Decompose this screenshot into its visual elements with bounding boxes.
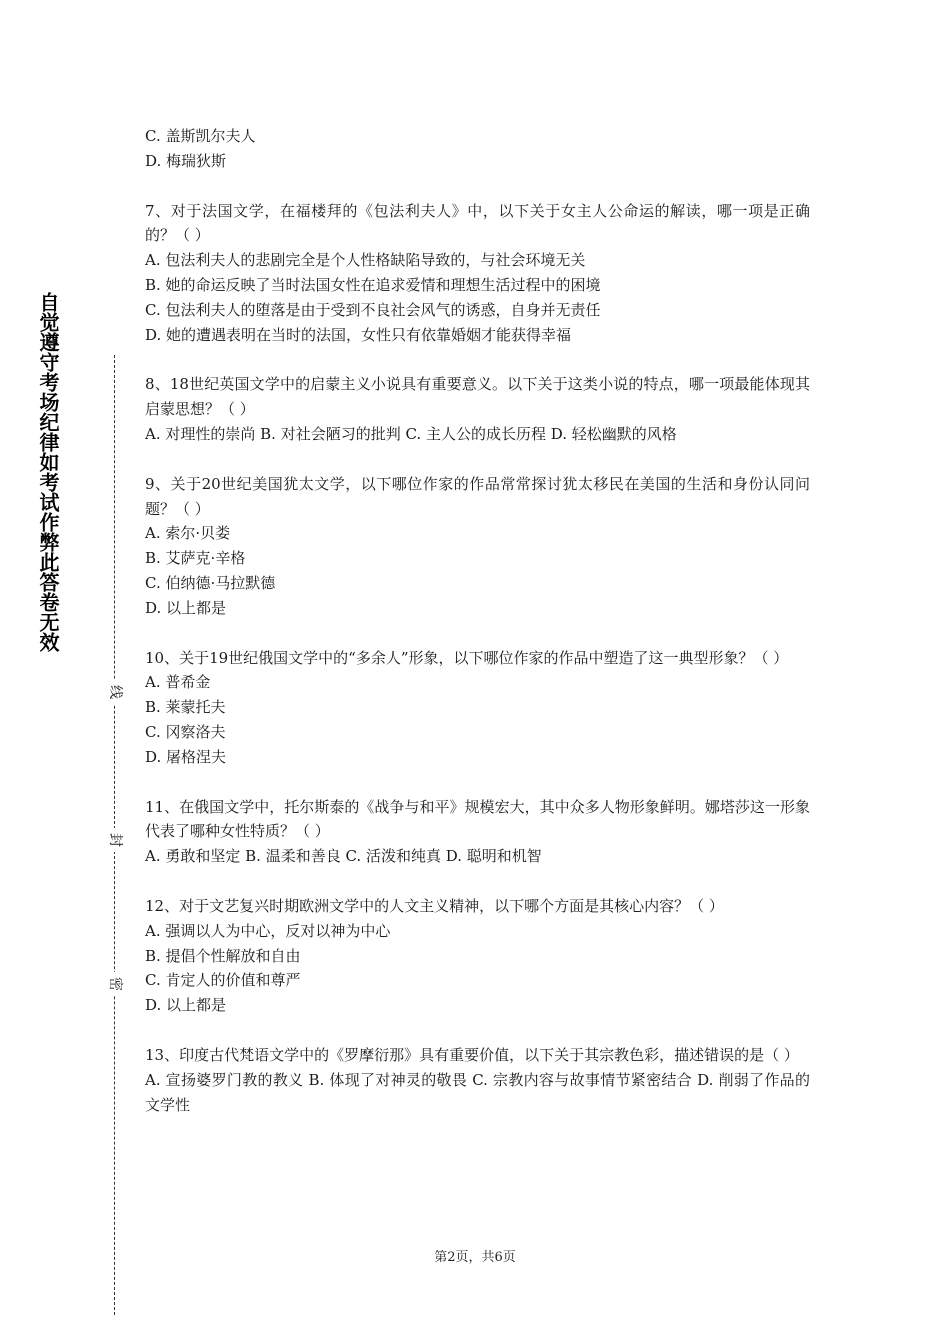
option-item: C. 肯定人的价值和尊严: [145, 971, 301, 990]
option-item: D. 以上都是: [145, 598, 227, 617]
option-item: B. 艾萨克·辛格: [145, 549, 246, 568]
option-item: D. 她的遭遇表明在当时的法国，女性只有依靠婚姻才能获得幸福: [145, 325, 572, 344]
fold-mark-secret: 密: [105, 972, 125, 996]
exam-discipline-notice: 自觉遵守考场纪律如考试作弊此答卷无效: [36, 292, 60, 652]
option-item: C. 盖斯凯尔夫人: [145, 127, 256, 145]
question-11: [145, 795, 810, 869]
question-text: 9、关于20世纪美国犹太文学，以下哪位作家的作品常常探讨犹太移民在美国的生活和身份认同问题？（ ）: [145, 474, 810, 518]
option-item: B. 提倡个性解放和自由: [145, 946, 301, 965]
option-item: A. 勇敢和坚定 B. 温柔和善良 C. 活泼和纯真 D. 聪明和机智: [145, 847, 542, 866]
question-9: [145, 472, 810, 621]
option-item: A. 对理性的崇尚 B. 对社会陋习的批判 C. 主人公的成长历程 D. 轻松幽默的风格: [145, 424, 677, 443]
option-item: C. 冈察洛夫: [145, 722, 226, 741]
option-item: C. 包法利夫人的堕落是由于受到不良社会风气的诱惑，自身并无责任: [145, 300, 601, 319]
option-item: D. 梅瑞狄斯: [145, 151, 227, 170]
option-item: A. 索尔·贝娄: [145, 524, 231, 543]
question-12: [145, 894, 810, 1018]
question-13: [145, 1043, 810, 1117]
question-text: 13、印度古代梵语文学中的《罗摩衍那》具有重要价值，以下关于其宗教色彩，描述错误的是（ ）: [145, 1045, 799, 1064]
question-text: 11、在俄国文学中，托尔斯泰的《战争与和平》规模宏大，其中众多人物形象鲜明。娜塔莎这一形象代表了哪种女性特质？（ ）: [145, 797, 810, 841]
option-item: D. 以上都是: [145, 996, 227, 1015]
option-item: D. 屠格涅夫: [145, 747, 227, 766]
option-item: B. 莱蒙托夫: [145, 698, 226, 717]
option-item: A. 强调以人为中心，反对以神为中心: [145, 921, 391, 940]
page-number-footer: 第2页，共6页: [434, 1250, 516, 1265]
option-item: A. 包法利夫人的悲剧完全是个人性格缺陷导致的，与社会环境无关: [145, 251, 586, 270]
fold-mark-line: 线: [105, 680, 125, 704]
option-item: C. 伯纳德·马拉默德: [145, 573, 276, 592]
question-text: 12、对于文艺复兴时期欧洲文学中的人文主义精神，以下哪个方面是其核心内容？（ ）: [145, 896, 724, 915]
question-text: 10、关于19世纪俄国文学中的“多余人”形象，以下哪位作家的作品中塑造了这一典型形象？（ ）: [145, 648, 789, 667]
previous-question-options: [145, 124, 810, 174]
fold-mark-seal: 封: [105, 828, 125, 852]
question-8: [145, 372, 810, 446]
question-content: [145, 124, 810, 1117]
option-item: B. 她的命运反映了当时法国女性在追求爱情和理想生活过程中的困境: [145, 275, 601, 294]
option-item: A. 宣扬婆罗门教的教义 B. 体现了对神灵的敬畏 C. 宗教内容与故事情节紧密结合 D. 削弱了作品的文学性: [145, 1070, 810, 1114]
question-10: [145, 646, 810, 770]
question-text: 8、18世纪英国文学中的启蒙主义小说具有重要意义。以下关于这类小说的特点，哪一项最能体现其启蒙思想？（ ）: [145, 375, 810, 419]
question-text: 7、对于法国文学，在福楼拜的《包法利夫人》中，以下关于女主人公命运的解读，哪一项是正确的？（ ）: [145, 201, 810, 245]
option-item: A. 普希金: [145, 673, 211, 692]
question-7: [145, 199, 810, 348]
